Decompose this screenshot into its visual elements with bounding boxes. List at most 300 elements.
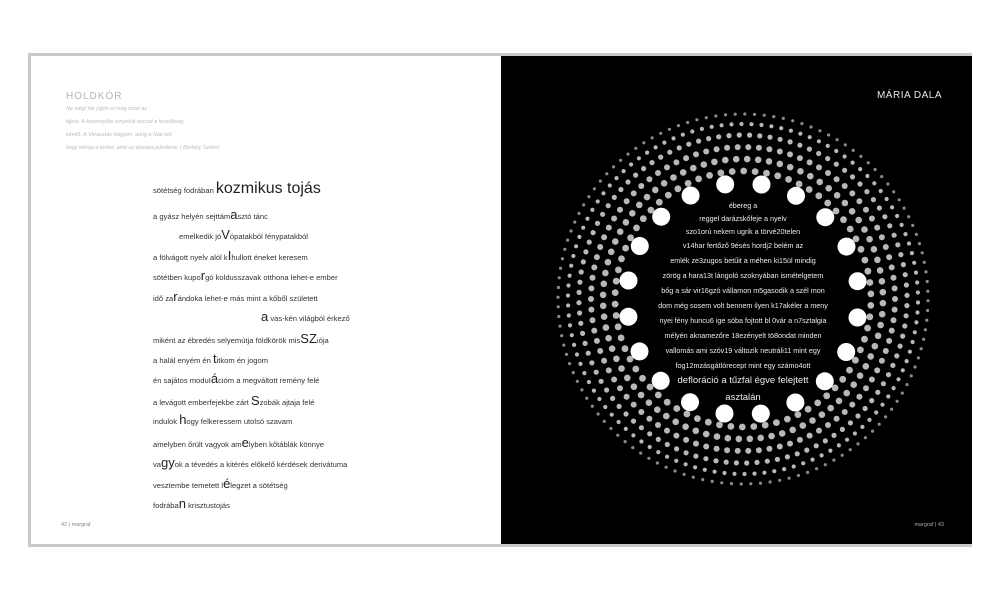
mandala-dot xyxy=(775,457,780,462)
mandala-dot xyxy=(791,119,794,122)
mandala-dot xyxy=(880,289,887,296)
mandala-dot xyxy=(686,121,689,124)
poem-fragment: hullott éneket keresem xyxy=(231,253,308,262)
mandala-dot xyxy=(861,226,868,233)
mandala-dot xyxy=(838,238,856,256)
poem-title-right: MÁRIA DALA xyxy=(876,90,942,101)
mandala-dot xyxy=(877,322,884,329)
mandala-dot xyxy=(860,425,864,429)
poem-fragment: sztó tánc xyxy=(237,212,268,221)
mandala-dot xyxy=(886,182,889,185)
mandala-dot xyxy=(612,301,619,308)
mandala-dot xyxy=(910,251,914,255)
mandala-dot xyxy=(744,460,749,465)
mandala-dot xyxy=(924,328,927,331)
mandala-dot xyxy=(695,176,702,183)
mandala-dot xyxy=(857,347,864,354)
mandala-dot xyxy=(557,305,560,308)
mandala-dot xyxy=(889,328,895,334)
mandala-dot xyxy=(703,456,708,461)
mandala-dot xyxy=(591,264,597,270)
poem-fragment: dom még sosem volt bennem ilyen k xyxy=(658,301,775,310)
mandala-dot xyxy=(904,293,909,298)
mandala-dot xyxy=(716,134,721,139)
mandala-dot xyxy=(617,385,623,391)
mandala-dot xyxy=(880,175,883,178)
mandala-dot xyxy=(568,362,571,365)
mandala-dot xyxy=(732,472,736,476)
mandala-dot xyxy=(592,389,596,393)
mandala-dot xyxy=(662,141,666,145)
mandala-dot xyxy=(613,356,620,363)
mandala-dot xyxy=(647,431,652,436)
mandala-dot xyxy=(825,422,831,428)
mandala-dot xyxy=(664,164,670,170)
mandala-dot xyxy=(855,217,862,224)
mandala-dot xyxy=(581,259,586,264)
mandala-dot xyxy=(874,410,878,414)
mandala-dot xyxy=(800,422,807,429)
mandala-dot xyxy=(916,300,920,304)
mandala-dot xyxy=(674,459,678,463)
mandala-dot xyxy=(580,388,583,391)
poem-fragment: emlék ze xyxy=(670,256,700,265)
poem-fragment: ok a tévedés a kitérés előkelő kérdések derivátuma xyxy=(174,460,348,469)
poem-fragment: S xyxy=(250,393,260,408)
mandala-dot xyxy=(834,176,840,182)
circle-line xyxy=(666,347,821,354)
mandala-dot xyxy=(825,156,830,161)
mandala-dot xyxy=(623,411,628,416)
mandala-dot xyxy=(863,363,870,370)
mandala-dot xyxy=(639,425,644,430)
mandala-dot xyxy=(684,411,691,418)
mandala-dot xyxy=(681,393,699,411)
mandala-dot xyxy=(577,310,582,315)
mandala-dot xyxy=(583,249,588,254)
poem-fragment: r xyxy=(200,268,206,283)
mandala-dot xyxy=(747,133,752,138)
mandala-dot xyxy=(926,299,929,302)
poem-line xyxy=(153,181,321,197)
mandala-dot xyxy=(601,281,608,288)
poem-fragment: 19 xyxy=(724,346,733,355)
mandala-dot xyxy=(677,145,682,150)
poem-fragment: zobák ajtaja felé xyxy=(259,398,315,407)
mandala-dot xyxy=(785,454,790,459)
mandala-dot xyxy=(601,234,607,240)
mandala-dot xyxy=(577,212,580,215)
mandala-dot xyxy=(823,392,830,399)
mandala-dot xyxy=(871,197,876,202)
mandala-dot xyxy=(705,116,708,119)
mandala-dot xyxy=(816,151,821,156)
mandala-dot xyxy=(638,183,644,189)
mandala-dot xyxy=(818,129,821,132)
mandala-dot xyxy=(668,128,671,131)
mandala-dot xyxy=(865,174,869,178)
mandala-dot xyxy=(877,267,884,274)
poem-fragment: t xyxy=(212,351,217,366)
mandala-dot xyxy=(693,428,700,435)
mandala-dot xyxy=(916,290,920,294)
mandala-dot xyxy=(867,353,874,360)
mandala-dot xyxy=(792,464,796,468)
mandala-dot xyxy=(603,420,606,423)
mandala-dot xyxy=(759,123,763,127)
poem-fragment: é xyxy=(223,476,231,491)
mandala-dot xyxy=(615,267,622,274)
mandala-dot xyxy=(879,311,886,318)
mandala-dot xyxy=(874,367,880,373)
mandala-dot xyxy=(890,408,893,411)
mandala-dot xyxy=(640,215,647,222)
poem-fragment: itkom én jogom xyxy=(216,356,269,365)
mandala-dot xyxy=(850,174,855,179)
mandala-dot xyxy=(808,135,812,139)
mandala-dot xyxy=(665,466,668,469)
mandala-dot xyxy=(614,176,618,180)
mandala-dot xyxy=(652,372,670,390)
circle-line xyxy=(659,317,826,324)
mandala-dot xyxy=(841,454,844,457)
poem-fragment: mélyén aknamezőre xyxy=(664,331,732,340)
mandala-dot xyxy=(753,176,771,194)
mandala-dot xyxy=(587,195,590,198)
mandala-dot xyxy=(594,370,599,375)
mandala-dot xyxy=(779,126,783,130)
mandala-dot xyxy=(646,416,652,422)
mandala-dot xyxy=(788,477,791,480)
circle-line xyxy=(699,215,787,222)
mandala-dot xyxy=(856,394,862,400)
mandala-dot xyxy=(604,387,609,392)
poem-fragment: a fölvágott nyelv alól k xyxy=(153,253,228,262)
mandala-dot xyxy=(837,443,841,447)
mandala-dot xyxy=(720,481,723,484)
mandala-dot xyxy=(569,264,573,268)
mandala-dot xyxy=(577,290,582,295)
mandala-dot xyxy=(572,343,576,347)
mandala-dot xyxy=(561,257,564,260)
poem-fragment: 18 xyxy=(731,331,740,340)
mandala-dot xyxy=(778,479,781,482)
mandala-dot xyxy=(911,224,914,227)
mandala-dot xyxy=(881,381,886,386)
poem-fragment: r xyxy=(173,289,178,304)
page-number-right: margraf | 43 xyxy=(914,522,944,528)
mandala-dot xyxy=(736,436,743,443)
mandala-dot xyxy=(703,149,709,155)
mandala-dot xyxy=(656,437,661,442)
mandala-dot xyxy=(655,392,662,399)
mandala-dot xyxy=(557,315,560,318)
mandala-dot xyxy=(849,190,855,196)
mandala-dot xyxy=(915,233,918,236)
mandala-dot xyxy=(729,168,736,175)
mandala-dot xyxy=(863,207,869,213)
mandala-dot xyxy=(763,170,770,177)
mandala-dot xyxy=(726,133,731,138)
poem-line xyxy=(261,310,350,323)
poem-fragment: h xyxy=(179,412,187,427)
poem-line xyxy=(179,228,308,241)
mandala-dot xyxy=(914,320,918,324)
mandala-dot xyxy=(747,436,754,443)
mandala-dot xyxy=(624,427,628,431)
mandala-dot xyxy=(805,406,812,413)
mandala-dot xyxy=(918,242,921,245)
mandala-dot xyxy=(580,331,585,336)
mandala-dot xyxy=(648,445,652,449)
mandala-dot xyxy=(590,275,596,281)
mandala-dot xyxy=(892,190,895,193)
mandala-dot xyxy=(575,352,579,356)
mandala-dot xyxy=(908,350,912,354)
mandala-dot xyxy=(901,368,905,372)
poem-fragment: mzásgátlórecept mint egy számo4ott xyxy=(693,361,811,370)
poem-fragment: zörög a hara xyxy=(662,271,704,280)
mandala-dot xyxy=(849,309,867,327)
mandala-dot xyxy=(849,272,867,290)
mandala-dot xyxy=(693,454,698,459)
mandala-dot xyxy=(618,335,625,342)
mandala-dot xyxy=(824,463,827,466)
mandala-dot xyxy=(642,141,645,144)
mandala-dot xyxy=(586,351,591,356)
mandala-dot xyxy=(842,409,848,415)
mandala-dot xyxy=(641,166,646,171)
mandala-dot xyxy=(817,139,821,143)
mandala-dot xyxy=(772,115,775,118)
mandala-dot xyxy=(886,338,892,344)
mandala-dot xyxy=(634,147,637,150)
mandala-dot xyxy=(773,419,780,426)
mandala-dot xyxy=(814,443,819,448)
mandala-dot xyxy=(874,225,880,231)
poem-fragment: változik neutráli11 mint egy xyxy=(732,346,821,355)
mandala-dot xyxy=(797,155,803,161)
circle-line xyxy=(661,287,824,294)
poem-fragment: ezényelt tö8ondat minden xyxy=(739,331,822,340)
mandala-dot xyxy=(806,186,813,193)
mandala-dot xyxy=(778,137,783,142)
mandala-dot xyxy=(774,172,781,179)
mandala-dot xyxy=(622,245,629,252)
mandala-dot xyxy=(871,430,874,433)
poem-line xyxy=(153,249,308,262)
mandala-dot xyxy=(787,151,793,157)
mandala-dot xyxy=(904,313,909,318)
mandala-dot xyxy=(850,381,857,388)
mandala-dot xyxy=(740,482,743,485)
mandala-dot xyxy=(750,423,757,430)
mandala-dot xyxy=(868,291,875,298)
poem-fragment: SZ xyxy=(300,331,317,346)
mandala-dot xyxy=(672,419,679,426)
circle-line xyxy=(683,242,803,249)
mandala-dot xyxy=(801,461,805,465)
mandala-dot xyxy=(590,208,594,212)
mandala-dot xyxy=(872,343,879,350)
mandala-dot xyxy=(631,342,649,360)
mandala-dot xyxy=(671,136,675,140)
mandala-dot xyxy=(593,187,596,190)
mandala-dot xyxy=(665,455,669,459)
mandala-dot xyxy=(703,444,709,450)
mandala-dot xyxy=(869,216,875,222)
mandala-dot xyxy=(903,207,906,210)
mandala-dot xyxy=(840,427,845,432)
mandala-dot xyxy=(809,125,812,128)
mandala-dot xyxy=(595,221,600,226)
poem-fragment: ige sóba fojtott bl 0vár a n7sztalgia xyxy=(713,316,827,325)
circle-line xyxy=(670,257,815,264)
mandala-dot xyxy=(673,159,679,165)
mandala-dot xyxy=(825,170,831,176)
mandala-dot xyxy=(879,189,883,193)
mandala-dot xyxy=(578,362,582,366)
circle-line xyxy=(675,362,810,369)
mandala-dot xyxy=(816,428,822,434)
poem-fragment: 16 xyxy=(700,286,709,295)
circle-line xyxy=(729,202,757,209)
mandala-dot xyxy=(618,255,625,262)
mandala-dot xyxy=(923,261,926,264)
mandala-dot xyxy=(729,122,733,126)
mandala-dot xyxy=(786,394,804,412)
mandala-dot xyxy=(644,194,651,201)
mandala-dot xyxy=(863,385,869,391)
poem-fragment: 6 xyxy=(709,316,714,325)
mandala-dot xyxy=(885,197,889,201)
poem-fragment: bőg a sár vir xyxy=(661,286,701,295)
mandala-dot xyxy=(631,190,637,196)
poem-fragment: gzó vállamon m5gasodik a szél mon xyxy=(708,286,825,295)
mandala-dot xyxy=(900,223,904,227)
mandala-dot xyxy=(886,254,892,260)
mandala-dot xyxy=(652,208,670,226)
mandala-dot xyxy=(833,208,840,215)
mandala-dot xyxy=(769,124,773,128)
poem-fragment: t lángoló szoknyában ismételgetem xyxy=(711,271,824,280)
mandala-dot xyxy=(685,180,692,187)
mandala-dot xyxy=(722,471,726,475)
mandala-dot xyxy=(892,307,898,313)
mandala-dot xyxy=(594,338,600,344)
mandala-dot xyxy=(680,169,687,176)
mandala-dot xyxy=(656,450,660,454)
poem-fragment: a halál enyém én xyxy=(153,356,213,365)
mandala-dot xyxy=(591,328,597,334)
mandala-dot xyxy=(605,259,612,266)
mandala-dot xyxy=(601,313,608,320)
mandala-dot xyxy=(606,225,612,231)
poem-fragment: reggel darázskőfeje a nyelv xyxy=(699,214,787,223)
mandala-dot xyxy=(610,396,615,401)
mandala-dot xyxy=(655,422,661,428)
mandala-dot xyxy=(633,225,640,232)
circle-line xyxy=(686,228,800,235)
mandala-dot xyxy=(847,226,854,233)
mandala-dot xyxy=(591,230,596,235)
mandala-dot xyxy=(797,437,803,443)
left-page xyxy=(31,56,501,544)
mandala-dot xyxy=(578,321,583,326)
mandala-dot xyxy=(683,155,689,161)
mandala-dot xyxy=(713,458,718,463)
mandala-dot xyxy=(807,433,813,439)
poem-fragment: ópatakból fénypatakból xyxy=(229,232,308,241)
mandala-dot xyxy=(665,442,670,447)
mandala-dot xyxy=(618,187,623,192)
poem-fragment: e xyxy=(241,435,249,450)
mandala-dot xyxy=(659,132,662,135)
mandala-dot xyxy=(606,203,611,208)
poem-line xyxy=(153,477,288,490)
mandala-dot xyxy=(777,161,784,168)
mandala-dot xyxy=(617,228,624,235)
mandala-dot xyxy=(622,169,626,173)
mandala-dot xyxy=(875,390,880,395)
poem-fragment: amelyben őrült vagyok am xyxy=(153,440,242,449)
poem-fragment: á xyxy=(210,371,219,386)
circle-line xyxy=(663,272,824,279)
mandala-dot xyxy=(858,167,862,171)
mandala-dot xyxy=(724,460,729,465)
mandala-dot xyxy=(886,372,891,377)
mandala-dot xyxy=(896,400,899,403)
mandala-dot xyxy=(869,377,875,383)
mandala-dot xyxy=(878,423,881,426)
mandala-dot xyxy=(889,264,895,270)
mandala-dot xyxy=(609,427,612,430)
mandala-dot xyxy=(589,360,594,365)
mandala-dot xyxy=(613,278,620,285)
mandala-dot xyxy=(706,136,711,141)
poem-fragment: va xyxy=(153,460,162,469)
poem-fragment: har fertőző 9ésés hordj2 belém az xyxy=(694,241,804,250)
mandala-dot xyxy=(582,371,586,375)
mandala-dot xyxy=(631,383,638,390)
mandala-dot xyxy=(814,400,821,407)
mandala-dot xyxy=(647,457,650,460)
mandala-dot xyxy=(892,296,898,302)
mandala-dot xyxy=(591,405,594,408)
mandala-dot xyxy=(891,275,897,281)
mandala-dot xyxy=(795,451,800,456)
mandala-dot xyxy=(819,411,826,418)
mandala-dot xyxy=(655,170,661,176)
mandala-dot xyxy=(557,286,560,289)
mandala-dot xyxy=(566,303,570,307)
mandala-dot xyxy=(566,283,570,287)
poem-fragment: vallomás ami szóv xyxy=(665,346,725,355)
mandala-dot xyxy=(820,453,824,457)
poem-fragment: V xyxy=(221,227,230,242)
poem-fragment: lyben kőtáblák könnye xyxy=(248,440,325,449)
mandala-dot xyxy=(573,221,576,224)
mandala-dot xyxy=(686,142,691,147)
mandala-dot xyxy=(756,145,762,151)
mandala-dot xyxy=(681,133,685,137)
mandala-dot xyxy=(926,290,929,293)
poem-fragment: 13 xyxy=(703,271,712,280)
mandala-dot xyxy=(572,371,575,374)
poem-fragment: iója xyxy=(316,336,329,345)
mandala-dot xyxy=(842,183,848,189)
mandala-dot xyxy=(725,435,732,442)
